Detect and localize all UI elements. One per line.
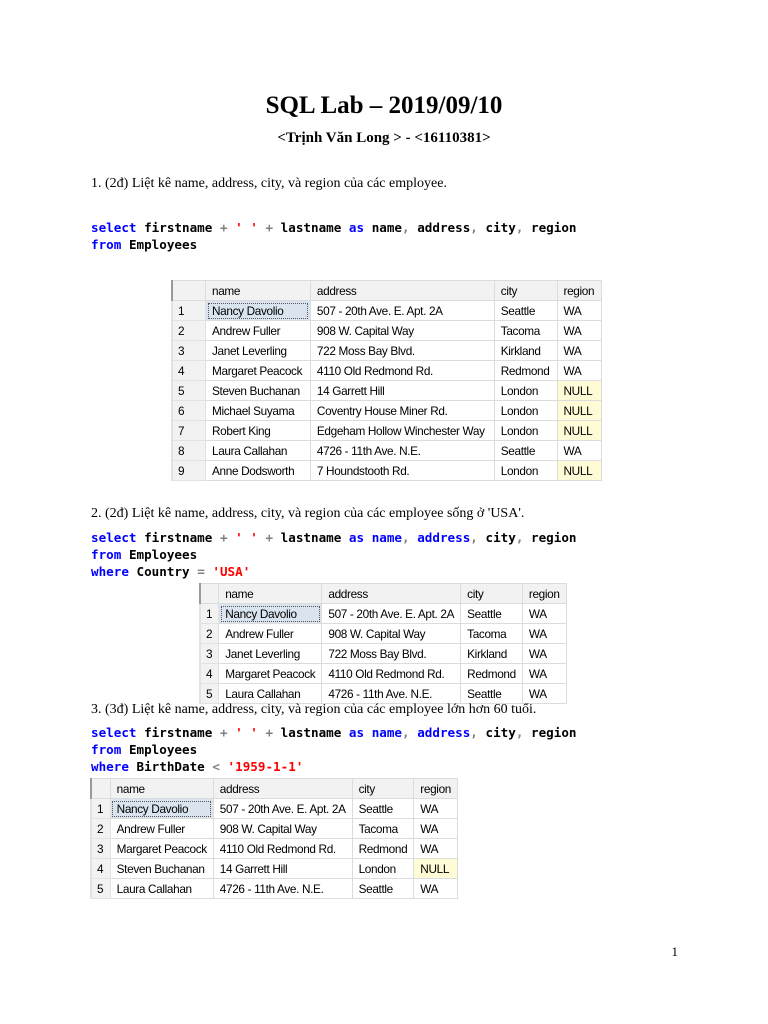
cell-address[interactable]: 908 W. Capital Way: [322, 624, 461, 644]
page-subtitle: <Trịnh Văn Long > - <16110381>: [277, 130, 491, 146]
cell-address[interactable]: 507 - 20th Ave. E. Apt. 2A: [213, 799, 352, 819]
code-operator: =: [197, 564, 205, 579]
code-identifier: region: [531, 725, 577, 740]
code-keyword: from: [91, 237, 122, 252]
page-number: 1: [671, 944, 678, 959]
cell-city[interactable]: Seattle: [494, 301, 557, 321]
results-grid-2: [199, 583, 567, 704]
cell-address[interactable]: 4726 - 11th Ave. N.E.: [213, 879, 352, 899]
row-number[interactable]: 3: [172, 341, 206, 361]
column-header[interactable]: region: [522, 584, 566, 604]
code-identifier: Country: [136, 564, 190, 579]
table-row[interactable]: [172, 301, 602, 321]
column-header[interactable]: city: [461, 584, 523, 604]
table-row[interactable]: [172, 401, 602, 421]
column-header[interactable]: city: [494, 281, 557, 301]
cell-name[interactable]: Nancy Davolio: [206, 301, 311, 321]
table-row[interactable]: [200, 664, 566, 684]
code-identifier: BirthDate: [136, 759, 205, 774]
code-keyword: from: [91, 742, 122, 757]
code-string: '1959-1-1': [227, 759, 304, 774]
cell-region[interactable]: WA: [522, 684, 566, 704]
table-row[interactable]: [200, 604, 566, 624]
row-number[interactable]: 4: [172, 361, 206, 381]
question-1-code: [91, 219, 577, 253]
cell-region[interactable]: WA: [557, 361, 601, 381]
cell-name[interactable]: Anne Dodsworth: [206, 461, 311, 481]
cell-name[interactable]: Laura Callahan: [206, 441, 311, 461]
code-identifier: lastname: [280, 725, 342, 740]
cell-name[interactable]: Margaret Peacock: [110, 839, 213, 859]
cell-name[interactable]: Margaret Peacock: [206, 361, 311, 381]
cell-city[interactable]: Seattle: [461, 684, 523, 704]
code-operator: +: [265, 220, 274, 235]
cell-address[interactable]: 4726 - 11th Ave. N.E.: [322, 684, 461, 704]
row-number[interactable]: 5: [200, 684, 219, 704]
row-number[interactable]: 9: [172, 461, 206, 481]
row-number[interactable]: 4: [91, 859, 110, 879]
cell-name[interactable]: Andrew Fuller: [206, 321, 311, 341]
cell-address[interactable]: 908 W. Capital Way: [310, 321, 494, 341]
cell-region[interactable]: WA: [414, 839, 458, 859]
code-operator: <: [212, 759, 220, 774]
cell-address[interactable]: 4110 Old Redmond Rd.: [310, 361, 494, 381]
cell-address[interactable]: 14 Garrett Hill: [310, 381, 494, 401]
row-number[interactable]: 5: [172, 381, 206, 401]
page-title: SQL Lab – 2019/09/10: [265, 92, 503, 119]
cell-city[interactable]: Seattle: [494, 441, 557, 461]
table-row[interactable]: [91, 799, 458, 819]
column-header[interactable]: name: [219, 584, 322, 604]
code-identifier: name: [371, 220, 403, 235]
code-keyword: from: [91, 547, 122, 562]
code-identifier: city: [485, 530, 516, 545]
cell-name[interactable]: Andrew Fuller: [219, 624, 322, 644]
code-operator: +: [265, 725, 274, 740]
code-keyword: as: [348, 530, 365, 545]
cell-region[interactable]: WA: [522, 624, 566, 644]
column-header[interactable]: name: [110, 779, 213, 799]
row-number[interactable]: 6: [172, 401, 206, 421]
cell-city[interactable]: London: [494, 461, 557, 481]
column-header[interactable]: city: [352, 779, 414, 799]
table-row[interactable]: [91, 839, 458, 859]
code-identifier: lastname: [280, 220, 342, 235]
cell-address[interactable]: 507 - 20th Ave. E. Apt. 2A: [322, 604, 461, 624]
cell-city[interactable]: Kirkland: [461, 644, 523, 664]
code-string: ' ': [235, 530, 258, 545]
cell-name[interactable]: Michael Suyama: [206, 401, 311, 421]
code-operator: ,: [402, 220, 410, 235]
column-header[interactable]: address: [310, 281, 494, 301]
cell-region[interactable]: NULL: [557, 381, 601, 401]
column-header[interactable]: address: [213, 779, 352, 799]
row-number[interactable]: 1: [200, 604, 219, 624]
code-operator: ,: [470, 530, 478, 545]
cell-name[interactable]: Margaret Peacock: [219, 664, 322, 684]
cell-city[interactable]: Redmond: [352, 839, 414, 859]
cell-address[interactable]: Coventry House Miner Rd.: [310, 401, 494, 421]
table-row[interactable]: [172, 381, 602, 401]
code-keyword: where: [91, 564, 129, 579]
row-number[interactable]: 3: [200, 644, 219, 664]
cell-name[interactable]: Nancy Davolio: [219, 604, 322, 624]
cell-address[interactable]: 14 Garrett Hill: [213, 859, 352, 879]
row-number[interactable]: 2: [172, 321, 206, 341]
row-number[interactable]: 1: [172, 301, 206, 321]
table-row[interactable]: [200, 684, 566, 704]
cell-name[interactable]: Andrew Fuller: [110, 819, 213, 839]
cell-name[interactable]: Laura Callahan: [219, 684, 322, 704]
cell-name[interactable]: Robert King: [206, 421, 311, 441]
table-row[interactable]: [172, 441, 602, 461]
table-row[interactable]: [91, 879, 458, 899]
cell-city[interactable]: Seattle: [352, 799, 414, 819]
cell-city[interactable]: Tacoma: [494, 321, 557, 341]
cell-address[interactable]: 507 - 20th Ave. E. Apt. 2A: [310, 301, 494, 321]
table-row[interactable]: [200, 624, 566, 644]
cell-name[interactable]: Janet Leverling: [206, 341, 311, 361]
cell-region[interactable]: WA: [414, 799, 458, 819]
code-keyword: address: [417, 530, 471, 545]
cell-city[interactable]: Seattle: [461, 604, 523, 624]
column-header[interactable]: region: [557, 281, 601, 301]
column-header[interactable]: address: [322, 584, 461, 604]
code-keyword: as: [348, 220, 365, 235]
cell-address[interactable]: 7 Houndstooth Rd.: [310, 461, 494, 481]
cell-name[interactable]: Janet Leverling: [219, 644, 322, 664]
code-operator: ,: [470, 220, 478, 235]
code-identifier: lastname: [280, 530, 342, 545]
code-identifier: Employees: [128, 547, 198, 562]
grid-corner: [200, 584, 219, 604]
code-identifier: city: [485, 725, 516, 740]
question-2-code: [91, 529, 577, 580]
cell-region[interactable]: NULL: [414, 859, 458, 879]
table-row[interactable]: [172, 421, 602, 441]
cell-region[interactable]: WA: [414, 879, 458, 899]
question-3-text: 3. (3đ) Liệt kê name, address, city, và region của các employee lớn hơn 60 tuổi.: [91, 702, 537, 717]
cell-region[interactable]: WA: [522, 664, 566, 684]
cell-address[interactable]: Edgeham Hollow Winchester Way: [310, 421, 494, 441]
code-keyword: name: [371, 725, 403, 740]
cell-region[interactable]: WA: [414, 819, 458, 839]
table-row[interactable]: [172, 361, 602, 381]
column-header[interactable]: name: [206, 281, 311, 301]
question-2-text: 2. (2đ) Liệt kê name, address, city, và region của các employee sống ở 'USA'.: [91, 506, 525, 521]
cell-region[interactable]: NULL: [557, 401, 601, 421]
cell-address[interactable]: 4110 Old Redmond Rd.: [213, 839, 352, 859]
code-operator: +: [219, 530, 228, 545]
cell-city[interactable]: London: [494, 401, 557, 421]
code-string: ' ': [235, 220, 258, 235]
results-grid-1: [171, 280, 602, 481]
code-identifier: address: [417, 220, 471, 235]
results-grid-3: [90, 778, 458, 899]
table-row[interactable]: [200, 644, 566, 664]
cell-address[interactable]: 908 W. Capital Way: [213, 819, 352, 839]
code-string: 'USA': [212, 564, 251, 579]
cell-region[interactable]: NULL: [557, 461, 601, 481]
cell-city[interactable]: Tacoma: [461, 624, 523, 644]
cell-address[interactable]: 722 Moss Bay Blvd.: [322, 644, 461, 664]
cell-city[interactable]: London: [494, 421, 557, 441]
cell-region[interactable]: WA: [557, 441, 601, 461]
row-number[interactable]: 4: [200, 664, 219, 684]
code-identifier: Employees: [128, 742, 198, 757]
code-operator: ,: [402, 725, 410, 740]
column-header[interactable]: region: [414, 779, 458, 799]
cell-city[interactable]: Tacoma: [352, 819, 414, 839]
cell-address[interactable]: 4726 - 11th Ave. N.E.: [310, 441, 494, 461]
table-row[interactable]: [91, 819, 458, 839]
table-row[interactable]: [172, 461, 602, 481]
cell-name[interactable]: Steven Buchanan: [110, 859, 213, 879]
code-operator: ,: [402, 530, 410, 545]
row-number[interactable]: 5: [91, 879, 110, 899]
row-number[interactable]: 2: [200, 624, 219, 644]
code-operator: +: [265, 530, 274, 545]
cell-city[interactable]: Redmond: [494, 361, 557, 381]
question-3-code: [91, 724, 577, 775]
code-operator: +: [219, 725, 228, 740]
row-number[interactable]: 8: [172, 441, 206, 461]
code-operator: +: [219, 220, 228, 235]
table-row[interactable]: [172, 321, 602, 341]
code-operator: ,: [515, 725, 524, 740]
cell-city[interactable]: Redmond: [461, 664, 523, 684]
cell-region[interactable]: WA: [557, 301, 601, 321]
code-identifier: region: [531, 220, 577, 235]
table-row[interactable]: [172, 341, 602, 361]
code-keyword: where: [91, 759, 129, 774]
row-number[interactable]: 7: [172, 421, 206, 441]
cell-city[interactable]: Seattle: [352, 879, 414, 899]
cell-name[interactable]: Steven Buchanan: [206, 381, 311, 401]
code-keyword: name: [371, 530, 403, 545]
grid-corner: [172, 281, 206, 301]
code-identifier: city: [485, 220, 516, 235]
code-operator: ,: [515, 220, 524, 235]
question-1-text: 1. (2đ) Liệt kê name, address, city, và region của các employee.: [91, 176, 447, 191]
cell-region[interactable]: WA: [522, 604, 566, 624]
code-identifier: Employees: [128, 237, 198, 252]
row-number[interactable]: 2: [91, 819, 110, 839]
row-number[interactable]: 1: [91, 799, 110, 819]
code-identifier: region: [531, 530, 577, 545]
cell-city[interactable]: London: [494, 381, 557, 401]
cell-region[interactable]: WA: [522, 644, 566, 664]
code-operator: ,: [470, 725, 478, 740]
code-keyword: select: [91, 220, 137, 235]
row-number[interactable]: 3: [91, 839, 110, 859]
grid-corner: [91, 779, 110, 799]
table-row[interactable]: [91, 859, 458, 879]
cell-address[interactable]: 4110 Old Redmond Rd.: [322, 664, 461, 684]
cell-region[interactable]: NULL: [557, 421, 601, 441]
code-keyword: select: [91, 725, 137, 740]
cell-name[interactable]: Nancy Davolio: [110, 799, 213, 819]
code-identifier: firstname: [144, 725, 213, 740]
code-operator: ,: [515, 530, 524, 545]
code-keyword: select: [91, 530, 137, 545]
cell-region[interactable]: WA: [557, 321, 601, 341]
code-string: ' ': [235, 725, 258, 740]
cell-region[interactable]: WA: [557, 341, 601, 361]
cell-address[interactable]: 722 Moss Bay Blvd.: [310, 341, 494, 361]
cell-name[interactable]: Laura Callahan: [110, 879, 213, 899]
code-keyword: as: [348, 725, 365, 740]
code-identifier: firstname: [144, 220, 213, 235]
code-identifier: firstname: [144, 530, 213, 545]
code-keyword: address: [417, 725, 471, 740]
cell-city[interactable]: Kirkland: [494, 341, 557, 361]
cell-city[interactable]: London: [352, 859, 414, 879]
